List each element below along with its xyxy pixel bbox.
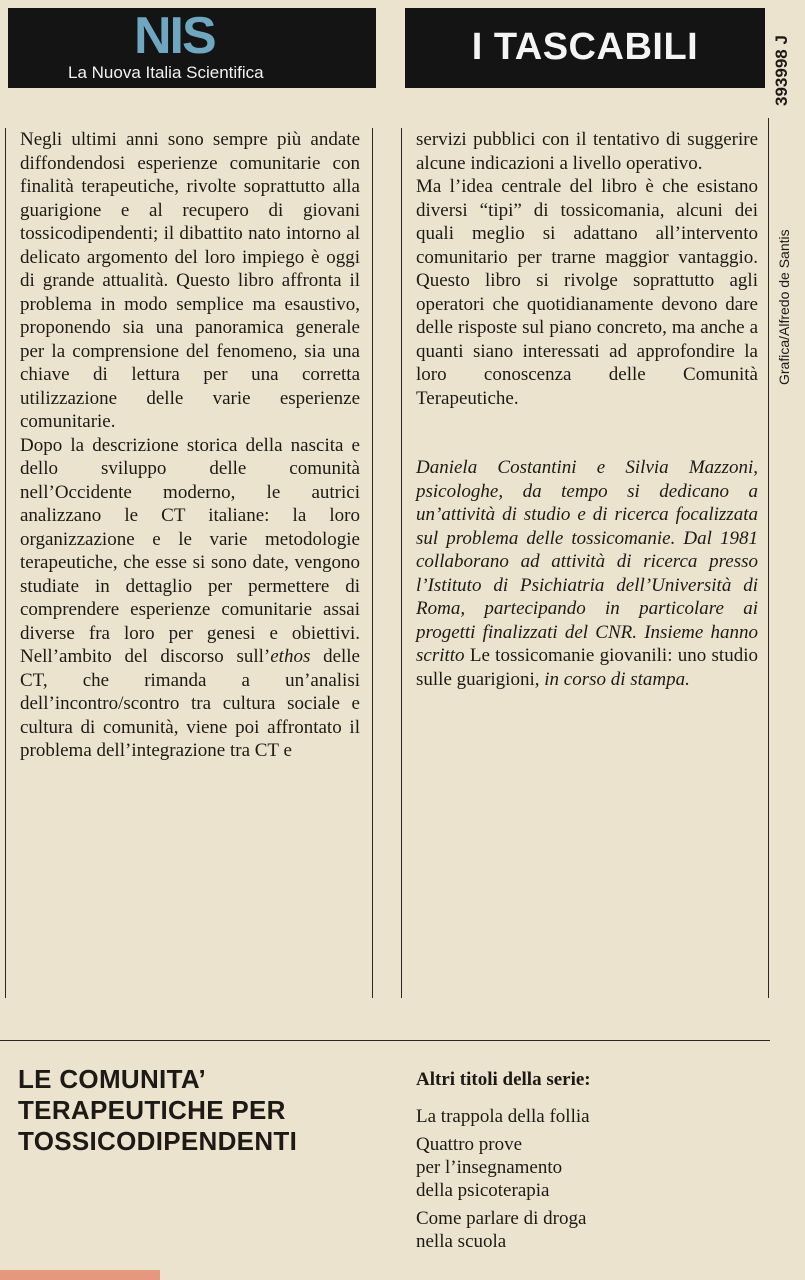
other-title-2-line-2: per l’insegnamento: [416, 1157, 563, 1178]
other-title-1-line-1: La trappola della follia: [416, 1106, 590, 1127]
other-title-3: [416, 1207, 746, 1253]
middle-column-rule-b: [401, 128, 402, 998]
authors-bio-end: in corso di stampa.: [539, 668, 690, 690]
blurb-paragraph-2-start: Dopo la descrizione storica della nascita e dello sviluppo delle comunità nell’Occidente moderno, le autrici analizzano le CT italiane: la loro organizzazione e le varie metodologie terapeutiche, che esse si sono date, vengono studiate in dettaglio per permettere di comprendere esperienze comunitarie assai diverse fra loro per genesi e obiettivi. Nell’ambito del discorso sull’: [20, 434, 360, 667]
publisher-logo-band: [8, 8, 376, 88]
other-title-2: [416, 1133, 746, 1202]
section-divider: [0, 1040, 770, 1041]
other-title-2-line-3: della psicoterapia: [416, 1180, 550, 1201]
book-title-line-1: LE COMUNITA’: [18, 1064, 206, 1094]
blurb-paragraph-4: Ma l’idea centrale del libro è che esistano diversi “tipi” di tossicomania, alcuni dei quali meglio si adattano all’intervento comunitario per trarne maggior vantaggio. Questo libro si rivolge soprattutto agli operatori che quotidianamente devono dare delle risposte sul piano concreto, ma anche a quanti siano interessati ad approfondire la loro conoscenza delle Comunità Terapeutiche.: [416, 176, 758, 409]
authors-bio-text: Daniela Costantini e Silvia Mazzoni, psicologhe, da tempo si dedicano a un’attività di studio e di ricerca focalizzata sul problema delle tossicomanie. Dal 1981 collaborano ad attività di ricerca presso l’Istituto di Psichiatria dell’Università di Roma, partecipando in particolare ai progetti finalizzati del CNR. Insieme hanno scritto: [416, 457, 758, 666]
other-titles: [416, 1068, 746, 1258]
blurb-right-column: [416, 128, 758, 691]
previous-book-title: Le tossicomanie giovanili: uno studio sulle guarigioni,: [416, 645, 758, 690]
design-credit: Grafica/Alfredo de Santis: [776, 229, 792, 385]
blurb-paragraph-3: servizi pubblici con il tentativo di suggerire alcune indicazioni a livello operativo.: [416, 129, 758, 174]
other-title-3-line-2: nella scuola: [416, 1231, 507, 1252]
series-band: [405, 8, 765, 88]
publisher-name: La Nuova Italia Scientifica: [68, 63, 264, 82]
right-column-rule: [768, 118, 769, 998]
other-title-2-line-1: Quattro prove: [416, 1134, 523, 1155]
nis-logo: NIS: [134, 7, 215, 65]
isbn-code: 393998 J: [772, 35, 791, 106]
ethos-term: ethos: [270, 646, 311, 667]
left-column-rule: [5, 128, 6, 998]
series-title: I TASCABILI: [471, 26, 699, 68]
blurb-paragraph-1: Negli ultimi anni sono sempre più andate diffondendosi esperienze comunitarie con finalità terapeutiche, rivolte soprattutto alla guarigione e al recupero di giovani tossicodipendenti; il dibattito nato intorno al delicato argomento del loro impiego è oggi di grande attualità. Questo libro affronta il problema in modo semplice ma esaustivo, proponendo sia una panoramica generale per la comprensione del fenomeno, sia una chiave di lettura per una corretta utilizzazione delle varie esperienze comunitarie.: [20, 129, 360, 432]
book-title-line-2: TERAPEUTICHE PER: [18, 1095, 286, 1125]
book-title: [18, 1064, 368, 1157]
blurb-left-column: [20, 128, 360, 763]
blurb-paragraph-2-end: delle CT, che rimanda a un’analisi dell’incontro/scontro tra cultura sociale e cultura di comunità, viene poi affrontato il problema dell’integrazione tra CT e: [20, 646, 360, 761]
middle-column-rule-a: [372, 128, 373, 998]
book-title-line-3: TOSSICODIPENDENTI: [18, 1126, 298, 1156]
blurb-paragraph-2: [20, 434, 360, 763]
other-title-3-line-1: Come parlare di droga: [416, 1208, 587, 1229]
cover-color-strip: [0, 1270, 160, 1280]
other-titles-heading: Altri titoli della serie:: [416, 1069, 591, 1090]
authors-bio: [416, 456, 758, 691]
other-title-1: [416, 1105, 746, 1128]
